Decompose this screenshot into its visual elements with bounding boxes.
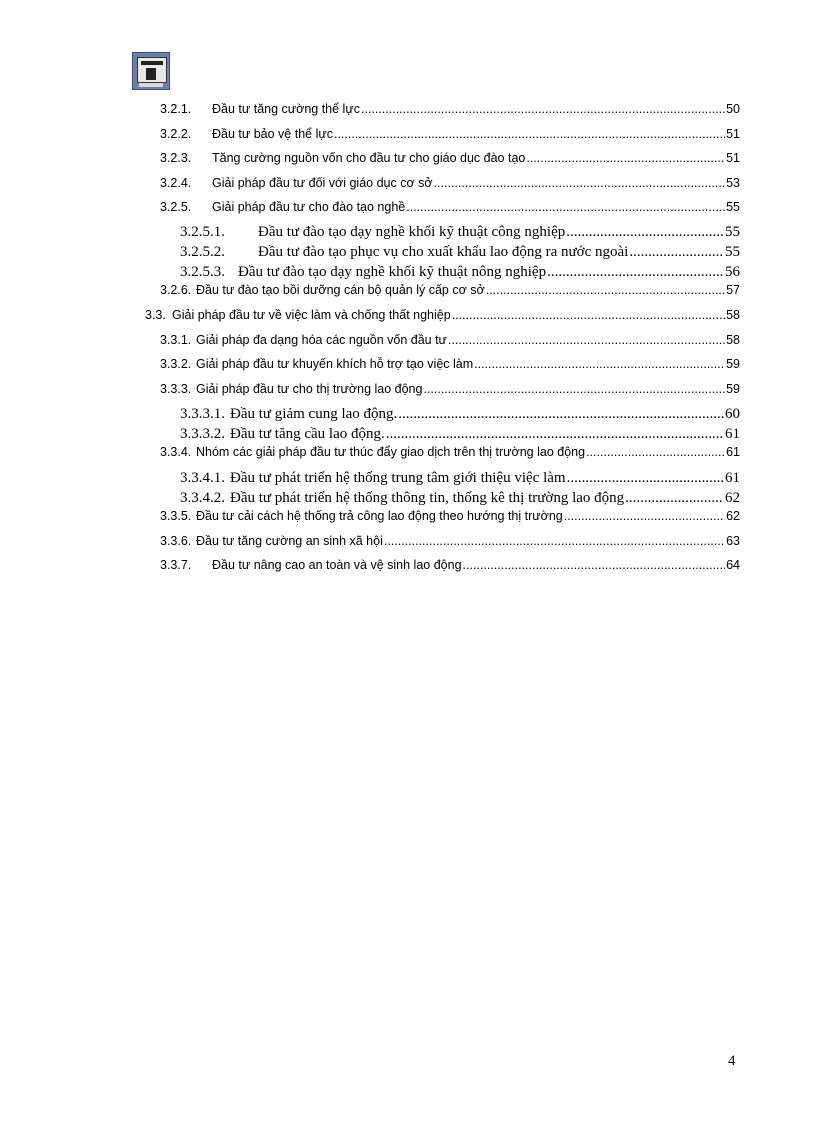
toc-entry-number: 3.3.3.2. [180, 426, 225, 442]
toc-entry[interactable] [180, 264, 740, 281]
toc-entry-number: 3.3. [145, 308, 166, 322]
toc-entry[interactable] [180, 470, 740, 487]
toc-entry-page: 53 [726, 176, 740, 190]
toc-entry-page: 59 [726, 382, 740, 396]
toc-entry-page: 61 [726, 445, 740, 459]
toc-entry-title: Đầu tư bảo vệ thể lực [212, 127, 333, 141]
toc-leader-dots [434, 176, 726, 190]
toc-entry[interactable] [180, 244, 740, 261]
toc-entry-page: 61 [725, 426, 740, 442]
toc-entry[interactable] [160, 333, 740, 347]
toc-leader-dots [448, 333, 725, 347]
toc-entry[interactable] [160, 445, 740, 459]
toc-entry-page: 64 [726, 558, 740, 572]
toc-entry[interactable] [160, 534, 740, 548]
toc-entry-title: Giải pháp đầu tư cho đào tạo nghề [212, 200, 406, 214]
toc-entry-number: 3.2.5.2. [180, 244, 225, 260]
toc-entry-number: 3.2.5. [160, 200, 192, 214]
toc-entry-title: Giải pháp đầu tư cho thị trường lao động [196, 382, 423, 396]
toc-leader-dots [423, 382, 725, 396]
toc-entry[interactable] [145, 308, 740, 322]
toc-entry-page: 57 [726, 283, 740, 297]
toc-entry-title: Giải pháp đầu tư về việc làm và chống thất nghiệp [172, 308, 451, 322]
toc-entry-page: 63 [726, 534, 740, 548]
toc-leader-dots [398, 406, 724, 423]
toc-leader-dots [547, 264, 724, 281]
toc-entry-page: 51 [726, 151, 740, 165]
toc-entry-number: 3.3.2. [160, 357, 192, 371]
toc-entry-title: Giải pháp đầu tư đối với giáo dục cơ sở [212, 176, 433, 190]
toc-entry-title: Đầu tư nâng cao an toàn và vệ sinh lao động [212, 558, 462, 572]
toc-entry-title: Đầu tư đào tạo dạy nghề khối kỹ thuật nông nghiệp [238, 264, 547, 280]
toc-entry-page: 61 [725, 470, 740, 486]
toc-entry-page: 58 [726, 333, 740, 347]
toc-leader-dots [629, 244, 724, 261]
toc-entry[interactable] [160, 151, 740, 165]
toc-entry-number: 3.3.3. [160, 382, 192, 396]
toc-entry[interactable] [180, 224, 740, 241]
toc-entry-page: 50 [726, 102, 740, 116]
toc-leader-dots [567, 470, 724, 487]
toc-entry-number: 3.3.4.2. [180, 490, 225, 506]
toc-entry[interactable] [160, 283, 740, 297]
toc-entry-title: Đầu tư phát triển hệ thống thông tin, thống kê thị trường lao động [230, 490, 625, 506]
toc-entry-number: 3.2.6. [160, 283, 192, 297]
toc-entry-number: 3.3.6. [160, 534, 192, 548]
toc-entry-page: 56 [725, 264, 740, 280]
toc-entry-page: 51 [726, 127, 740, 141]
toc-leader-dots [526, 151, 725, 165]
toc-entry-page: 55 [725, 224, 740, 240]
toc-leader-dots [625, 490, 724, 507]
page-number: 4 [728, 1053, 736, 1069]
toc-entry-number: 3.3.4.1. [180, 470, 225, 486]
toc-entry-title: Đầu tư giảm cung lao động. [230, 406, 398, 422]
toc-entry-title: Nhóm các giải pháp đầu tư thúc đẩy giao dịch trên thị trường lao động [196, 445, 586, 459]
toc-entry[interactable] [180, 490, 740, 507]
toc-entry[interactable] [160, 357, 740, 371]
toc-entry-number: 3.3.7. [160, 558, 192, 572]
toc-entry-title: Đầu tư tăng cầu lao động. [230, 426, 385, 442]
toc-entry-page: 58 [726, 308, 740, 322]
toc-entry-number: 3.2.5.3. [180, 264, 225, 280]
toc-leader-dots [486, 283, 725, 297]
toc-entry[interactable] [180, 426, 740, 443]
toc-entry-page: 55 [726, 200, 740, 214]
toc-entry-page: 62 [725, 490, 740, 506]
toc-leader-dots [566, 224, 724, 241]
toc-entry-number: 3.3.1. [160, 333, 192, 347]
toc-leader-dots [564, 509, 725, 523]
toc-entry[interactable] [160, 176, 740, 190]
toc-entry-number: 3.3.4. [160, 445, 192, 459]
toc-entry-page: 55 [725, 244, 740, 260]
toc-entry-number: 3.2.1. [160, 102, 192, 116]
toc-entry-title: Đầu tư đào tạo dạy nghề khối kỹ thuật công nghiệp [258, 224, 566, 240]
institution-logo-icon [132, 52, 170, 90]
toc-entry-page: 59 [726, 357, 740, 371]
toc-entry-page: 62 [726, 509, 740, 523]
toc-entry-number: 3.3.3.1. [180, 406, 225, 422]
toc-entry[interactable] [160, 127, 740, 141]
toc-entry[interactable] [160, 102, 740, 116]
toc-entry-title: Đầu tư tăng cường an sinh xã hội [196, 534, 383, 548]
toc-leader-dots [474, 357, 725, 371]
toc-leader-dots [361, 102, 725, 116]
toc-leader-dots [406, 200, 725, 214]
toc-entry-title: Giải pháp đầu tư khuyến khích hỗ trợ tạo việc làm [196, 357, 474, 371]
toc-entry-number: 3.2.4. [160, 176, 192, 190]
toc-entry-title: Đầu tư tăng cường thể lực [212, 102, 360, 116]
toc-leader-dots [386, 426, 724, 443]
toc-entry-title: Đầu tư phát triển hệ thống trung tâm giới thiệu việc làm [230, 470, 566, 486]
toc-entry-number: 3.2.2. [160, 127, 192, 141]
toc-leader-dots [452, 308, 725, 322]
toc-leader-dots [334, 127, 725, 141]
toc-entry-number: 3.2.5.1. [180, 224, 225, 240]
toc-entry[interactable] [160, 509, 740, 523]
toc-entry-number: 3.2.3. [160, 151, 192, 165]
toc-leader-dots [586, 445, 725, 459]
toc-entry-title: Đầu tư đào tạo phục vụ cho xuất khẩu lao động ra nước ngoài [258, 244, 629, 260]
toc-entry-title: Đầu tư cải cách hệ thống trả công lao động theo hướng thị trường [196, 509, 563, 523]
toc-leader-dots [463, 558, 726, 572]
toc-entry-title: Giải pháp đa dạng hóa các nguồn vốn đầu tư [196, 333, 447, 347]
toc-leader-dots [384, 534, 725, 548]
toc-entry-title: Tăng cường nguồn vốn cho đầu tư cho giáo dục đào tạo [212, 151, 526, 165]
toc-entry[interactable] [180, 406, 740, 423]
toc-entry-page: 60 [725, 406, 740, 422]
toc-entry[interactable] [160, 200, 740, 214]
toc-entry[interactable] [160, 558, 740, 572]
toc-entry-title: Đầu tư đào tạo bồi dưỡng cán bộ quản lý cấp cơ sở [196, 283, 485, 297]
toc-entry[interactable] [160, 382, 740, 396]
toc-entry-number: 3.3.5. [160, 509, 192, 523]
